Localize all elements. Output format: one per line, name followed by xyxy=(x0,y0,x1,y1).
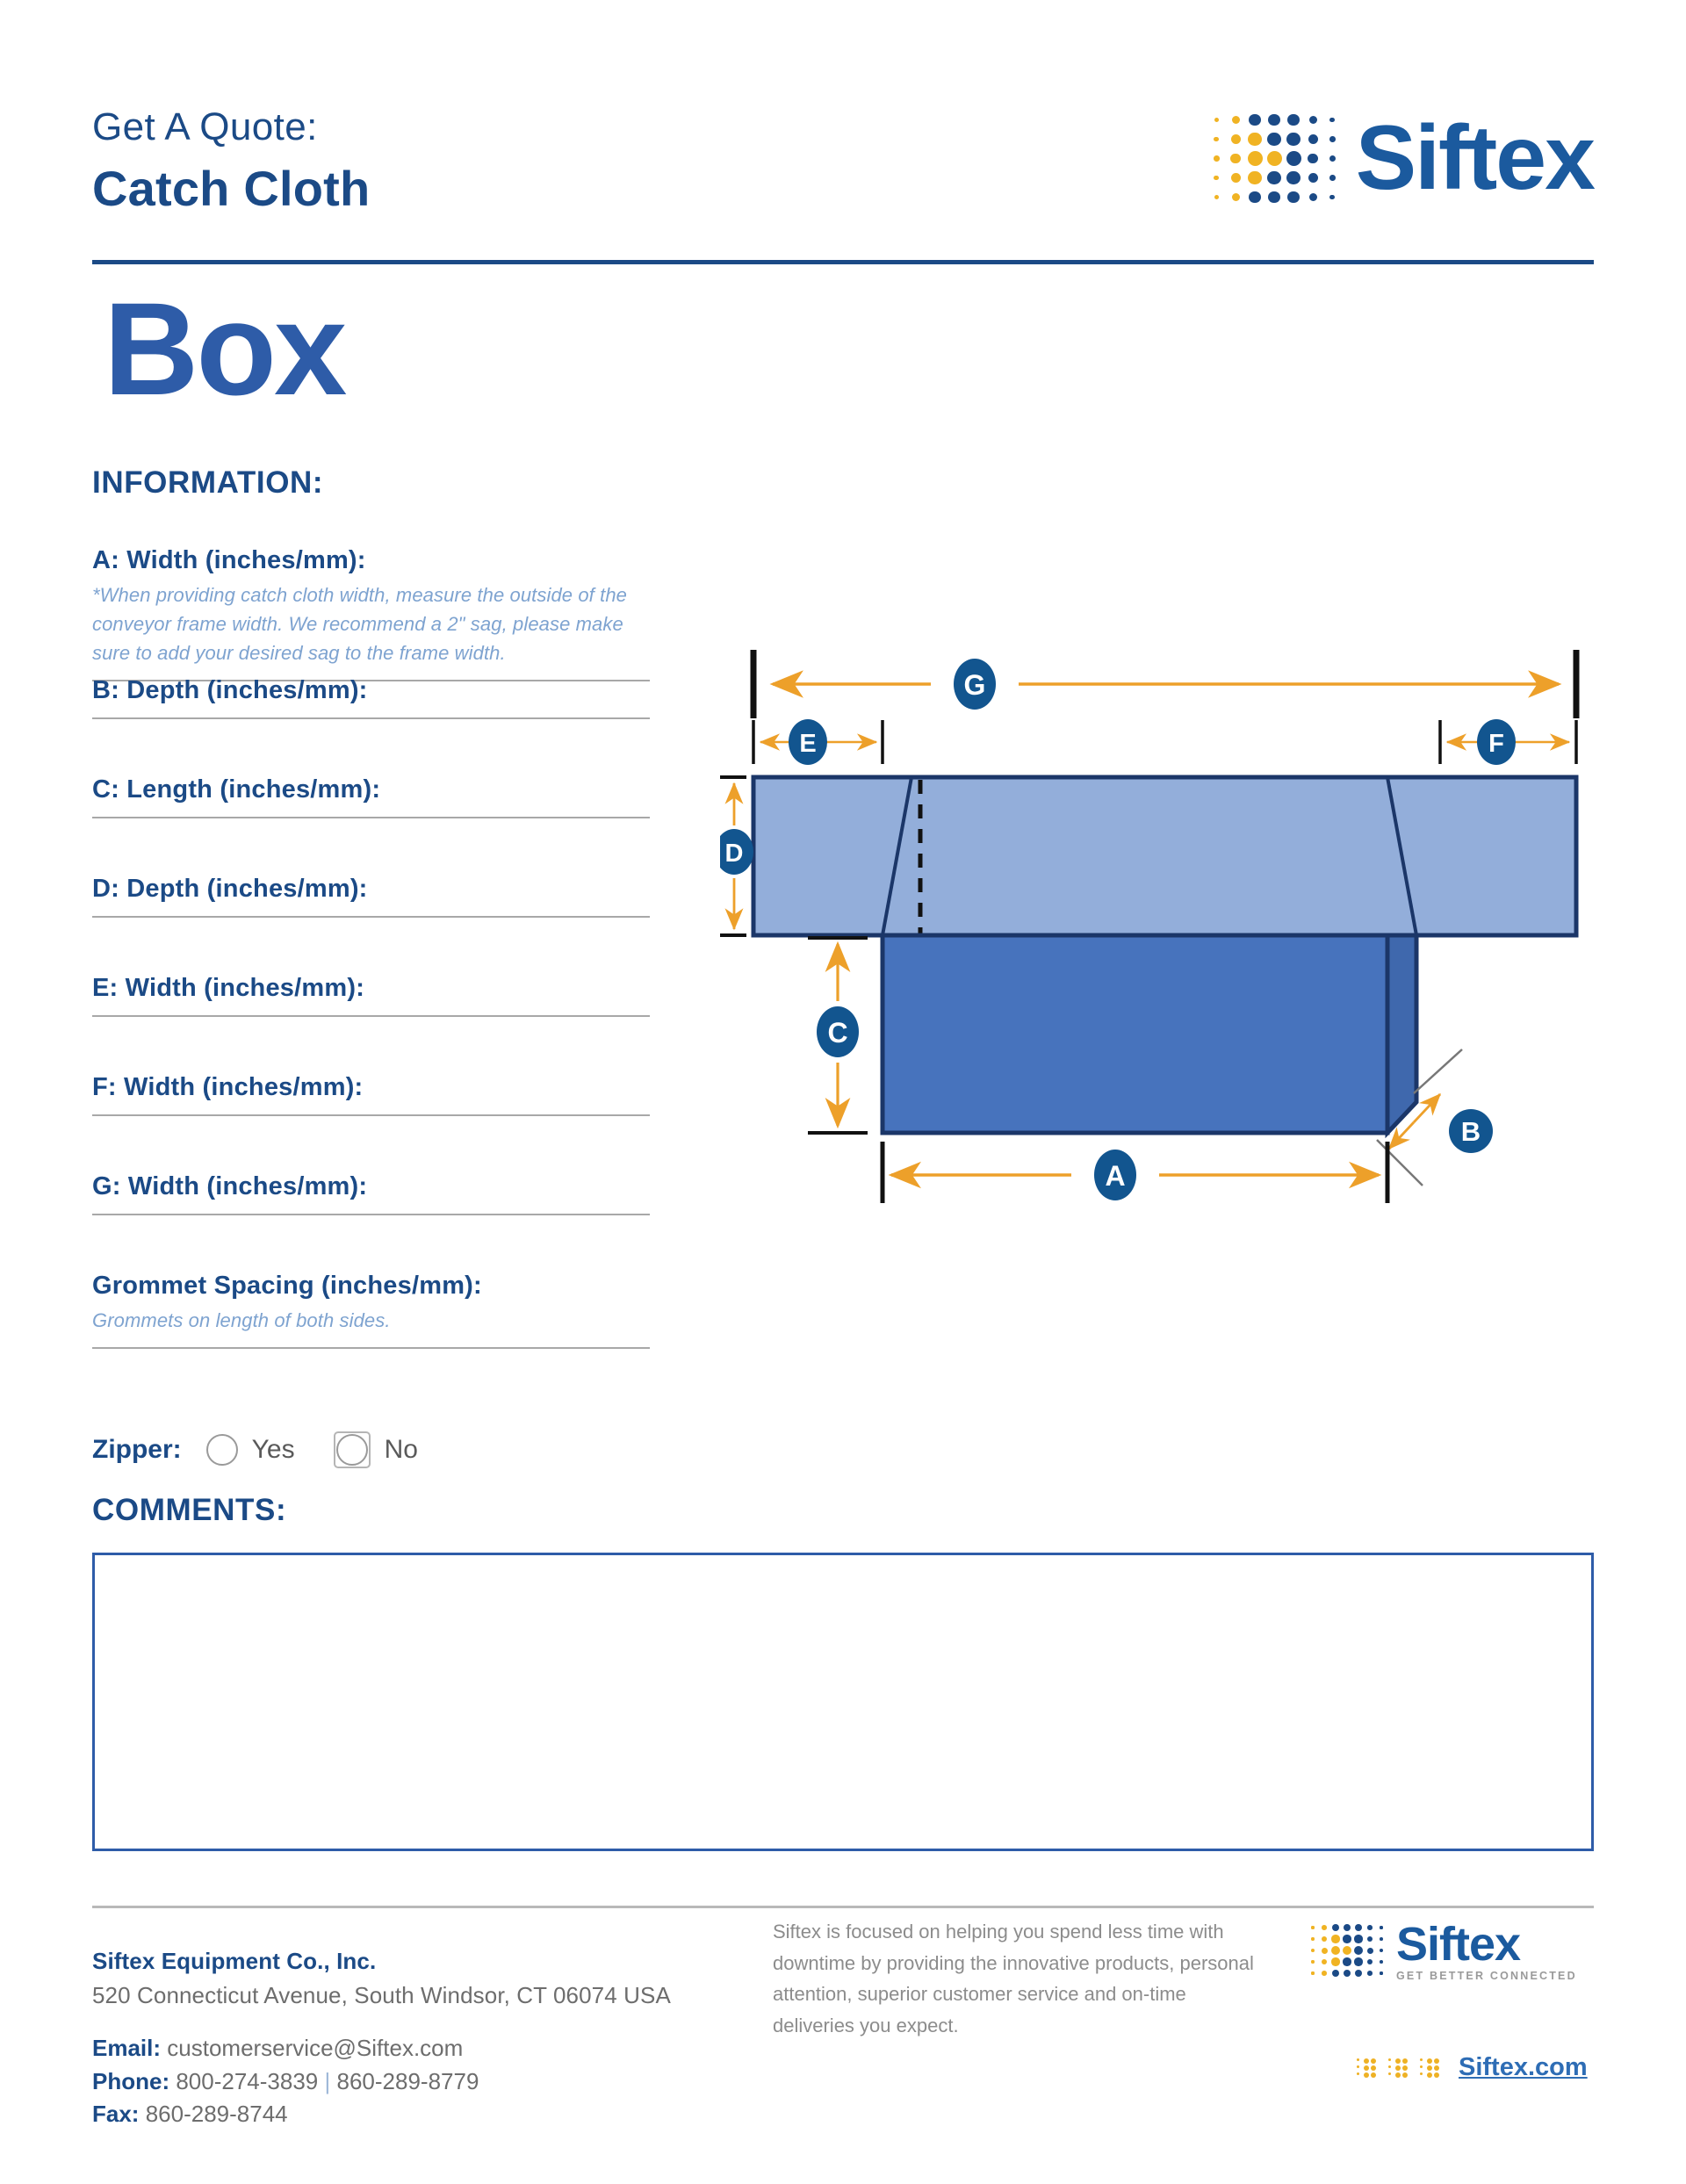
footer-dot-cluster-icon xyxy=(1420,2058,1439,2078)
dimension-e xyxy=(753,719,883,765)
footer-email-line xyxy=(92,2032,786,2065)
footer-blurb: Siftex is focused on helping you spend less time with downtime by providing the innovative products, personal attention, superior customer service and on-time deliveries you expect. xyxy=(773,1921,1254,2036)
footer-phone-1[interactable]: 800-274-3839 xyxy=(176,2067,319,2094)
footer-fax-label: Fax: xyxy=(92,2101,140,2128)
field-f-width[interactable] xyxy=(92,1073,650,1172)
field-label: D: Depth (inches/mm): xyxy=(92,875,368,903)
comments-heading: COMMENTS: xyxy=(92,1493,287,1527)
siftex-logo-wordmark-footer: Siftex xyxy=(1396,1918,1521,1971)
footer-fax-line xyxy=(92,2098,786,2131)
field-e-width[interactable] xyxy=(92,974,650,1073)
footer-dot-glyphs-icon xyxy=(1357,2058,1439,2078)
footer-logo-text-group xyxy=(1396,1918,1577,1982)
field-label: E: Width (inches/mm): xyxy=(92,974,365,1002)
dimension-badge-label-a: A xyxy=(1105,1160,1126,1192)
footer-dot-cluster-icon xyxy=(1357,2058,1376,2078)
field-label: Grommet Spacing (inches/mm): xyxy=(92,1272,482,1300)
footer-phone-2[interactable]: 860-289-8779 xyxy=(336,2067,479,2094)
field-b-depth[interactable] xyxy=(92,676,650,775)
siftex-logo-wordmark: Siftex xyxy=(1355,106,1594,209)
footer-company-name: Siftex Equipment Co., Inc. xyxy=(92,1948,377,1974)
zipper-option-no[interactable] xyxy=(334,1431,418,1468)
field-underline xyxy=(92,1347,650,1349)
field-note: Grommets on length of both sides. xyxy=(92,1309,391,1331)
zipper-row xyxy=(92,1431,457,1468)
zipper-option-label: No xyxy=(384,1435,418,1464)
footer-tagline: GET BETTER CONNECTED xyxy=(1396,1969,1577,1982)
dimension-badge-label-f: F xyxy=(1488,730,1504,758)
field-underline xyxy=(92,1114,650,1116)
footer-website-link[interactable]: Siftex.com xyxy=(1459,2053,1588,2081)
zipper-option-label: Yes xyxy=(251,1435,295,1464)
page-header xyxy=(92,105,1594,272)
zipper-option-yes[interactable] xyxy=(206,1434,295,1466)
footer-phone-separator: | xyxy=(324,2067,331,2094)
footer-contact-lines xyxy=(92,2032,786,2131)
dimension-badge-label-c: C xyxy=(827,1017,848,1049)
dimension-badge-label-b: B xyxy=(1460,1116,1481,1147)
dimension-c xyxy=(808,938,868,1133)
footer-dot-cluster-icon xyxy=(1388,2058,1408,2078)
field-underline xyxy=(92,717,650,719)
header-divider xyxy=(92,260,1594,264)
box-body xyxy=(883,935,1416,1133)
footer-email-label: Email: xyxy=(92,2035,162,2061)
field-label: C: Length (inches/mm): xyxy=(92,775,381,804)
header-pre-title: Get A Quote: xyxy=(92,105,318,148)
box-top-flap xyxy=(753,777,1576,938)
siftex-logo-footer xyxy=(1308,1918,1577,1982)
field-d-depth[interactable] xyxy=(92,875,650,974)
footer-phone-line xyxy=(92,2065,786,2099)
box-dimension-diagram xyxy=(720,615,1616,1370)
dimension-a xyxy=(883,1142,1387,1203)
footer-fax-value: 860-289-8744 xyxy=(145,2101,288,2128)
information-heading: INFORMATION: xyxy=(92,465,324,500)
product-title: Box xyxy=(104,275,345,422)
field-a-width[interactable] xyxy=(92,546,650,676)
field-label: A: Width (inches/mm): xyxy=(92,546,366,574)
dimension-badge-label-e: E xyxy=(799,730,817,758)
field-underline xyxy=(92,1015,650,1017)
dimension-d xyxy=(720,777,753,935)
footer-email-value[interactable]: customerservice@Siftex.com xyxy=(167,2035,464,2061)
field-g-width[interactable] xyxy=(92,1172,650,1272)
siftex-dot-matrix-icon xyxy=(1209,112,1340,205)
field-label: F: Width (inches/mm): xyxy=(92,1073,364,1101)
radio-yes-icon[interactable] xyxy=(206,1434,238,1466)
footer-address: 520 Connecticut Avenue, South Windsor, CT 06074 USA xyxy=(92,1982,671,2008)
comments-textarea[interactable] xyxy=(92,1553,1594,1851)
dimension-badge-label-d: D xyxy=(724,840,744,868)
field-underline xyxy=(92,1214,650,1215)
field-underline xyxy=(92,916,650,918)
diagram-svg xyxy=(720,615,1616,1370)
field-note: *When providing catch cloth width, measure the outside of the conveyor frame width. We recommend a 2" sag, please make sure to add your desired sag to the frame width. xyxy=(92,584,627,664)
information-fields xyxy=(92,546,650,1390)
dimension-badge-label-g: G xyxy=(963,669,986,701)
dimension-f xyxy=(1440,719,1576,765)
siftex-logo-header xyxy=(1209,106,1594,209)
footer-contact-block xyxy=(92,1948,786,2131)
zipper-label: Zipper: xyxy=(92,1435,182,1464)
field-c-length[interactable] xyxy=(92,775,650,875)
field-label: B: Depth (inches/mm): xyxy=(92,676,368,704)
radio-no-focus-ring[interactable] xyxy=(334,1431,371,1468)
radio-no-icon[interactable] xyxy=(336,1434,368,1466)
footer-website-row xyxy=(1357,2053,1588,2082)
dimension-g xyxy=(753,650,1576,718)
field-label: G: Width (inches/mm): xyxy=(92,1172,368,1200)
footer-divider xyxy=(92,1906,1594,1908)
field-underline xyxy=(92,817,650,818)
footer-phone-label: Phone: xyxy=(92,2067,170,2094)
page-title: Catch Cloth xyxy=(92,161,371,216)
siftex-dot-matrix-icon-footer xyxy=(1308,1923,1386,1978)
field-grommet-spacing[interactable] xyxy=(92,1272,650,1390)
